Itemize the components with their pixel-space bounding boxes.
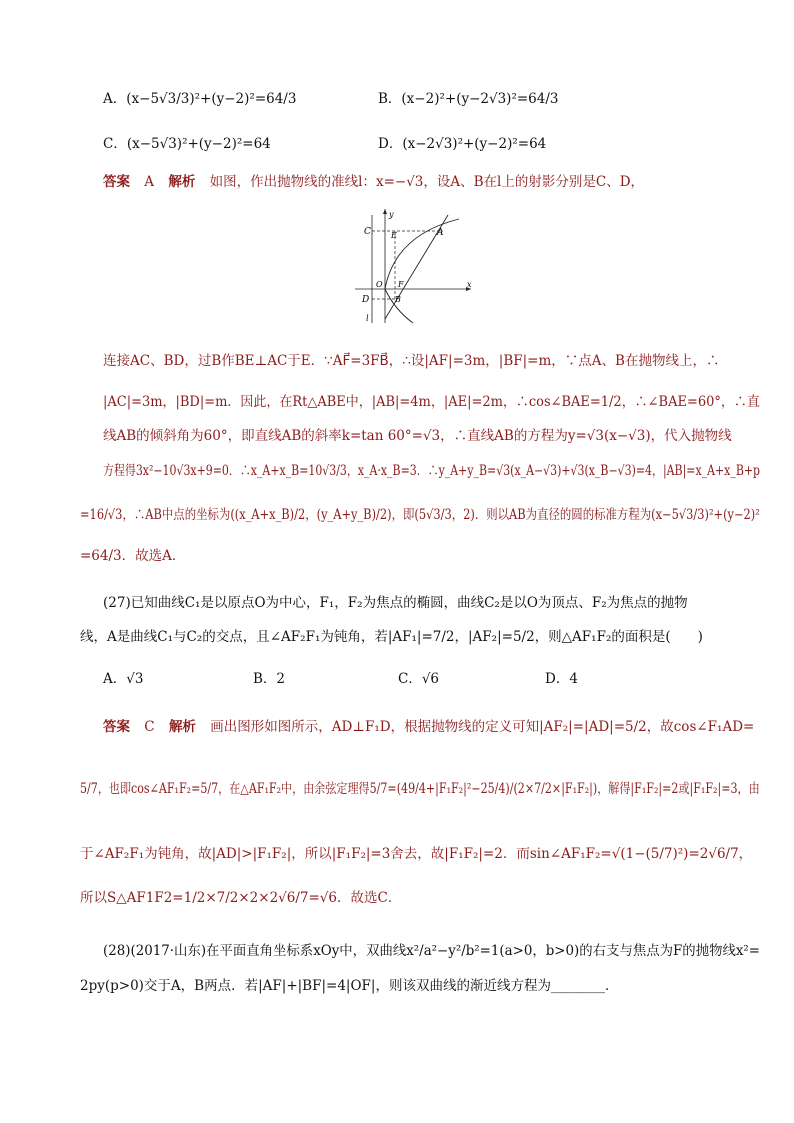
fig-label-y: y [389, 210, 394, 219]
fig-label-l: l [366, 314, 369, 323]
option-d: D．(x−2√3)²+(y−2)²=64 [378, 136, 547, 152]
answer2-text-1: 画出图形如图所示，AD⊥F₁D，根据抛物线的定义可知|AF₂|=|AD|=5/2，故cos∠F₁AD= [210, 719, 755, 735]
answer1-header [103, 173, 644, 191]
answer2-line-3: 于∠AF₂F₁为钝角，故|AD|>|F₁F₂|，所以|F₁F₂|=3舍去，故|F₁F₂|=2．而sin∠AF₁F₂=√(1−(5/7)²)=2√6/7， [80, 846, 753, 862]
answer-label: 答案 [103, 719, 130, 735]
fig-label-f: F [398, 280, 404, 289]
q27-stem-1: (27)已知曲线C₁是以原点O为中心，F₁，F₂为焦点的椭圆，曲线C₂是以O为顶点、F₂为焦点的抛物 [103, 595, 688, 611]
answer-label: 答案 [103, 174, 130, 190]
q27-option-a: A．√3 [103, 671, 144, 687]
fig-label-d: D [362, 295, 370, 305]
fig-label-e: E [391, 231, 397, 240]
answer2-line-1 [103, 718, 754, 736]
q27-option-b: B．2 [253, 671, 286, 687]
fig-label-a: A [437, 228, 444, 238]
q27-stem-2: 线，A是曲线C₁与C₂的交点，且∠AF₂F₁为钝角，若|AF₁|=7/2，|AF₂|=5/2，则△AF₁F₂的面积是( ) [80, 629, 703, 645]
q27-option-c: C．√6 [398, 671, 440, 687]
fig-label-b: B [395, 295, 401, 304]
answer1-line-1: 连接AC、BD，过B作BE⊥AC于E．∵AF⃗=3FB⃗，∴设|AF|=3m，|BF|=m，∵点A、B在抛物线上，∴ [103, 353, 720, 369]
answer1-line-2: |AC|=3m，|BD|=m．因此，在Rt△ABE中，|AB|=4m，|AE|=2m，∴cos∠BAE=1/2，∴∠BAE=60°，∴直 [103, 394, 760, 410]
analysis-label: 解析 [168, 719, 196, 735]
analysis-label: 解析 [168, 174, 196, 190]
answer1-line-6: =64/3．故选A． [80, 548, 186, 564]
fig-label-c: C [364, 227, 371, 237]
answer1-intro: 如图，作出抛物线的准线l：x=−√3，设A、B在l上的射影分别是C、D， [209, 174, 645, 190]
option-c: C．(x−5√3)²+(y−2)²=64 [103, 136, 271, 152]
answer2-line-4: 所以S△AF1F2=1/2×7/2×2×2√6/7=√6．故选C． [80, 890, 402, 906]
answer1-line-4: 方程得3x²−10√3x+9=0．∴x_A+x_B=10√3/3，x_A·x_B=3．∴y_A+y_B=√3(x_A−√3)+√3(x_B−√3)=4，|AB|=x_A+x_B+p [103, 463, 761, 479]
answer-choice: C [144, 719, 155, 735]
parabola-figure [355, 205, 480, 325]
fig-label-o: O [376, 280, 383, 289]
q27-option-d: D．4 [545, 671, 578, 687]
option-b: B．(x−2)²+(y−2√3)²=64/3 [378, 91, 559, 107]
q28-line-1: (28)(2017·山东)在平面直角坐标系xOy中，双曲线x²/a²−y²/b²=1(a>0，b>0)的右支与焦点为F的抛物线x²= [103, 943, 761, 959]
answer1-line-3: 线AB的倾斜角为60°，即直线AB的斜率k=tan 60°=√3，∴直线AB的方程为y=√3(x−√3)，代入抛物线 [103, 428, 732, 444]
option-a: A．(x−5√3/3)²+(y−2)²=64/3 [103, 91, 297, 107]
fig-label-x: x [467, 280, 472, 289]
q28-line-2: 2py(p>0)交于A，B两点．若|AF|+|BF|=4|OF|，则该双曲线的渐近线方程为________． [80, 978, 619, 994]
answer2-line-2: 5/7，也即cos∠AF₁F₂=5/7，在△AF₁F₂中，由余弦定理得5/7=(49/4+|F₁F₂|²−25/4)/(2×7/2×|F₁F₂|)，解得|F₁F₂|=2或|F₁F₂|=3，由 [80, 781, 760, 797]
answer-choice: A [144, 174, 155, 190]
answer1-line-5: =16/√3，∴AB中点的坐标为((x_A+x_B)/2，(y_A+y_B)/2)，即(5√3/3，2)．则以AB为直径的圆的标准方程为(x−5√3/3)²+(y−2)² [80, 507, 760, 523]
